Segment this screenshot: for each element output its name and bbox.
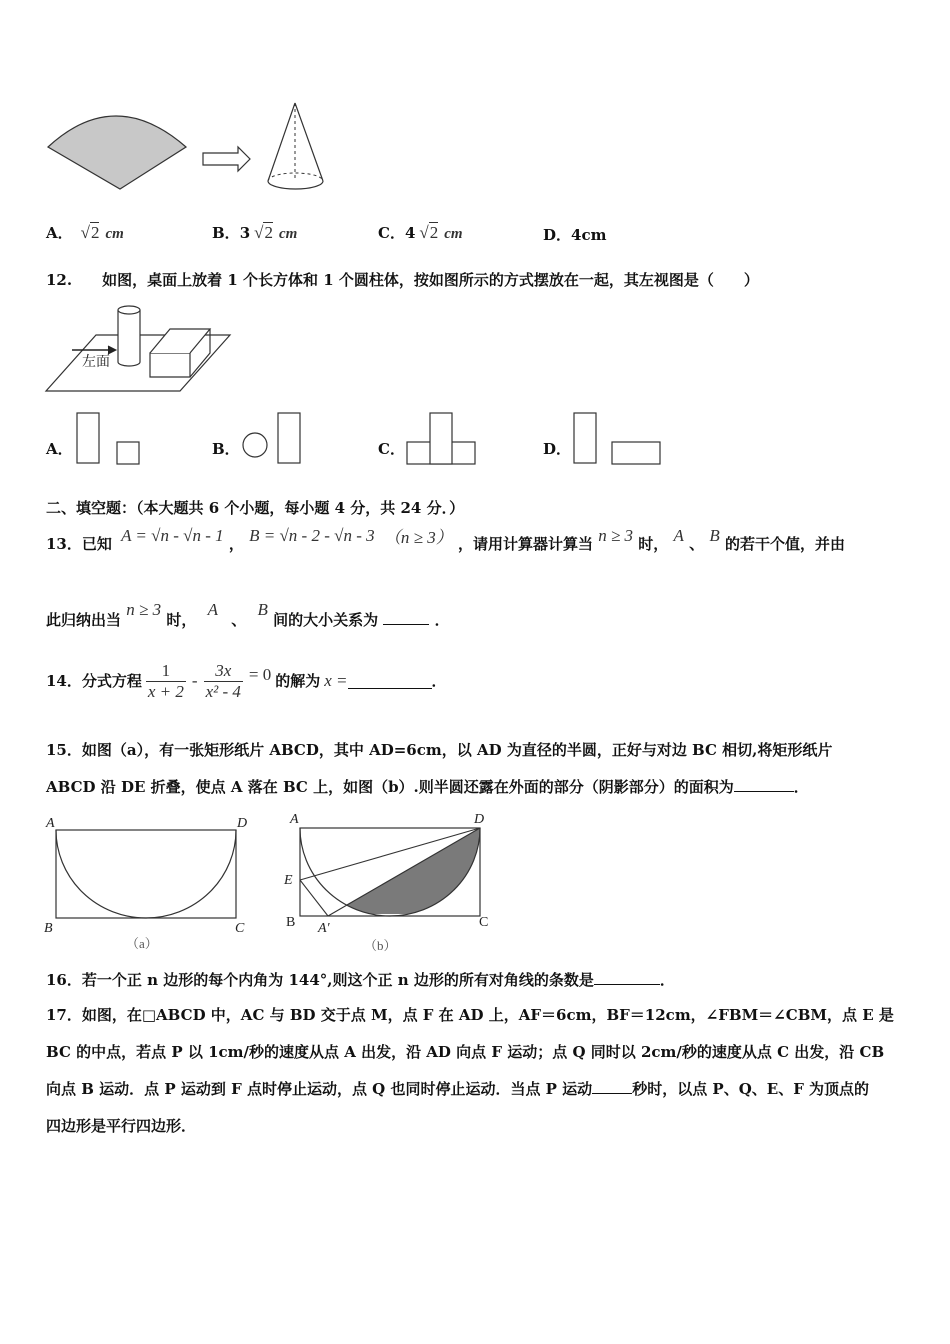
answer-blank[interactable] (734, 777, 794, 792)
sector-shape (48, 116, 186, 189)
q13-line2: 此归纳出当 n ≥ 3 时， A 、 B 间的大小关系为 ． (46, 600, 450, 629)
q11-option-d[interactable]: D．4cm (543, 226, 607, 244)
answer-blank[interactable] (592, 1079, 632, 1094)
label-A: A (290, 812, 299, 827)
cone-shape (268, 103, 323, 189)
q13-line1: 13．已知 A = √n - √n - 1 ， B = √n - 2 - √n - 3 （n ≥ 3） ，请用计算器计算当 n ≥ 3 时， A 、 B 的若干个值，并由 (46, 526, 846, 553)
q12-option-a[interactable]: A． (46, 440, 73, 458)
fraction-1: $\frac{1}{x + 2}$ (147, 660, 184, 701)
q12-option-b-figure (240, 410, 308, 468)
label-E: E (284, 873, 293, 888)
answer-blank[interactable] (594, 970, 660, 985)
condition-n: （n ≥ 3） (383, 528, 453, 547)
q11-figure (40, 95, 350, 205)
answer-blank[interactable] (348, 674, 432, 689)
caption: （a） (126, 936, 158, 951)
q11-option-b[interactable]: B．3 √2 cm (212, 223, 298, 242)
q11-option-a[interactable]: A． √2 cm (46, 223, 124, 242)
fraction-2: $\frac{3x}{\text{x² - 4}}$ (205, 660, 241, 701)
label-A-prime: A′ (318, 921, 330, 936)
q15-figure-b (280, 808, 500, 956)
caption: （b） (364, 938, 397, 953)
label-A: A (46, 816, 55, 831)
arrow-right-icon (203, 147, 250, 171)
sqrt-symbol: √ (80, 223, 90, 242)
label-B: B (44, 921, 53, 936)
q12-option-c-figure (404, 410, 480, 468)
answer-blank[interactable] (383, 610, 429, 625)
q17-line3: 向点 B 运动．点 P 运动到 F 点时停止运动，点 Q 也同时停止运动．当点 P 运动 秒时，以点 P、Q、E、F 为顶点的 (46, 1080, 870, 1098)
left-face-label: 左面 (82, 355, 110, 370)
cylinder-shape (118, 306, 140, 366)
label-C: C (479, 915, 489, 930)
sqrt-symbol: √ (419, 223, 429, 242)
q14-line: 14．分式方程 $\frac{1}{x + 2}$ - $\frac{3x}{\text{x² - 4}}$ = 0 的解为 x = ． (46, 660, 447, 701)
formula-b: B = √n - 2 - √n - 3 (249, 526, 375, 545)
label-D: D (237, 816, 248, 831)
q16-line: 16．若一个正 n 边形的每个内角为 144°,则这个正 n 边形的所有对角线的条数是 ． (46, 971, 675, 989)
q12-figure (44, 303, 244, 398)
formula-a: A = √n - √n - 1 (121, 526, 224, 545)
q12-stem: 12. 如图，桌面上放着 1 个长方体和 1 个圆柱体，按如图所示的方式摆放在一起，其左视图是（ ） (46, 271, 759, 289)
label-C: C (235, 921, 245, 936)
q12-option-c[interactable]: C． (378, 440, 405, 458)
q12-option-d[interactable]: D． (543, 440, 572, 458)
q11-option-c[interactable]: C．4 √2 cm (378, 223, 463, 242)
q12-option-d-figure (570, 410, 666, 468)
section-title: 二、填空题：（本大题共 6 个小题，每小题 4 分，共 24 分．） (46, 499, 465, 517)
q17-line1: 17．如图，在□ABCD 中，AC 与 BD 交于点 M，点 F 在 AD 上，AF＝6cm，BF＝12cm，∠FBM＝∠CBM，点 E 是 (46, 1006, 894, 1024)
q17-line2: BC 的中点，若点 P 以 1cm/秒的速度从点 A 出发，沿 AD 向点 F 运动；点 Q 同时以 2cm/秒的速度从点 C 出发，沿 CB (46, 1043, 885, 1061)
q15-figure-a (40, 810, 260, 955)
label-D: D (474, 812, 485, 827)
q12-option-a-figure (74, 410, 146, 468)
sqrt-symbol: √ (254, 223, 264, 242)
q12-option-b[interactable]: B． (212, 440, 240, 458)
label-B: B (286, 915, 296, 930)
q17-line4: 四边形是平行四边形． (46, 1117, 197, 1135)
q15-line2: ABCD 沿 DE 折叠，使点 A 落在 BC 上，如图（b）.则半圆还露在外面的部分（阴影部分）的面积为 ． (46, 778, 809, 796)
q15-line1: 15．如图（a），有一张矩形纸片 ABCD，其中 AD=6cm，以 AD 为直径的半圆，正好与对边 BC 相切,将矩形纸片 (46, 741, 833, 759)
